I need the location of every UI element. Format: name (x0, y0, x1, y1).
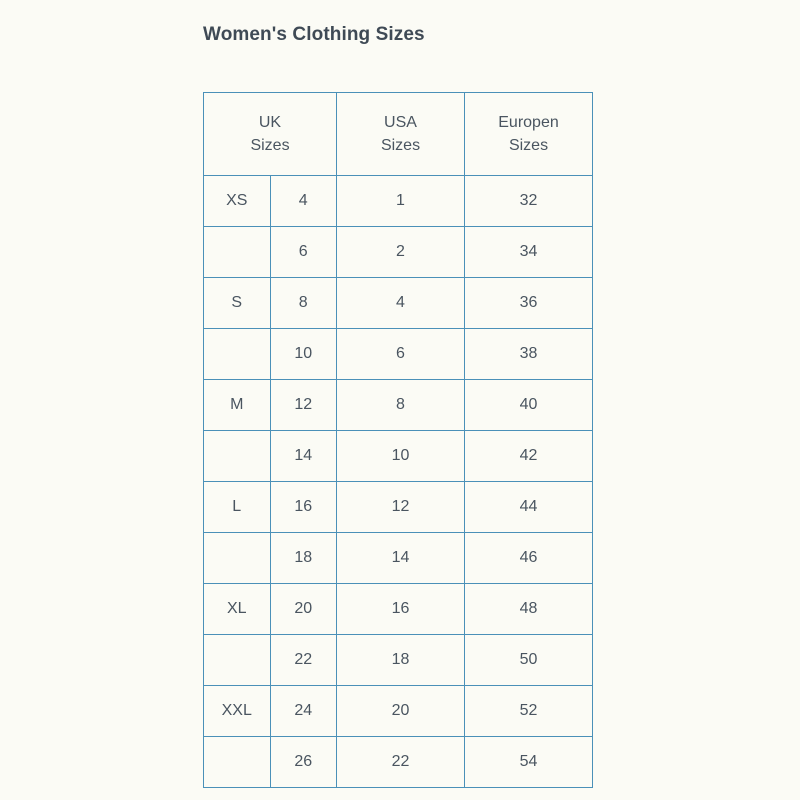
cell-uk-size: 18 (270, 533, 337, 584)
column-header-usa-line1: USA (384, 113, 417, 131)
cell-size-label (204, 227, 271, 278)
table-row (204, 176, 593, 227)
table-row (204, 329, 593, 380)
table-row (204, 278, 593, 329)
cell-uk-size: 8 (270, 278, 337, 329)
cell-europe-size: 42 (465, 431, 593, 482)
cell-europe-size: 36 (465, 278, 593, 329)
size-chart-table (203, 92, 593, 788)
cell-uk-size: 20 (270, 584, 337, 635)
cell-usa-size: 1 (337, 176, 465, 227)
cell-usa-size: 8 (337, 380, 465, 431)
cell-europe-size: 48 (465, 584, 593, 635)
cell-usa-size: 2 (337, 227, 465, 278)
cell-uk-size: 22 (270, 635, 337, 686)
cell-uk-size: 4 (270, 176, 337, 227)
cell-size-label (204, 737, 271, 788)
cell-uk-size: 12 (270, 380, 337, 431)
cell-usa-size: 12 (337, 482, 465, 533)
cell-usa-size: 22 (337, 737, 465, 788)
cell-uk-size: 26 (270, 737, 337, 788)
cell-uk-size: 6 (270, 227, 337, 278)
cell-size-label: M (204, 380, 271, 431)
table-header-row (204, 93, 593, 176)
cell-usa-size: 16 (337, 584, 465, 635)
cell-size-label: XL (204, 584, 271, 635)
table-row (204, 533, 593, 584)
cell-europe-size: 32 (465, 176, 593, 227)
cell-usa-size: 4 (337, 278, 465, 329)
table-row (204, 227, 593, 278)
page-title: Women's Clothing Sizes (203, 24, 425, 45)
cell-uk-size: 10 (270, 329, 337, 380)
table-row (204, 686, 593, 737)
cell-europe-size: 34 (465, 227, 593, 278)
cell-europe-size: 44 (465, 482, 593, 533)
column-header-europe-line1: Europen (498, 113, 559, 131)
table-row (204, 584, 593, 635)
cell-uk-size: 24 (270, 686, 337, 737)
cell-size-label: XS (204, 176, 271, 227)
cell-uk-size: 14 (270, 431, 337, 482)
cell-usa-size: 14 (337, 533, 465, 584)
cell-europe-size: 46 (465, 533, 593, 584)
cell-size-label (204, 431, 271, 482)
cell-size-label: XXL (204, 686, 271, 737)
table-row (204, 737, 593, 788)
size-chart-table-wrap (203, 92, 593, 788)
cell-size-label (204, 329, 271, 380)
column-header-uk-line1: UK (258, 113, 282, 131)
cell-usa-size: 6 (337, 329, 465, 380)
cell-europe-size: 38 (465, 329, 593, 380)
table-row (204, 635, 593, 686)
cell-usa-size: 10 (337, 431, 465, 482)
cell-size-label (204, 533, 271, 584)
column-header-usa (337, 93, 465, 176)
table-row (204, 482, 593, 533)
cell-uk-size: 16 (270, 482, 337, 533)
cell-size-label (204, 635, 271, 686)
table-row (204, 431, 593, 482)
table-head (204, 93, 593, 176)
cell-usa-size: 20 (337, 686, 465, 737)
cell-europe-size: 54 (465, 737, 593, 788)
cell-size-label: S (204, 278, 271, 329)
column-header-europe-line2: Sizes (508, 137, 549, 154)
column-header-uk (204, 93, 337, 176)
cell-europe-size: 50 (465, 635, 593, 686)
column-header-usa-line2: Sizes (380, 137, 421, 154)
cell-usa-size: 18 (337, 635, 465, 686)
column-header-uk-line2: Sizes (250, 137, 290, 154)
cell-europe-size: 40 (465, 380, 593, 431)
table-row (204, 380, 593, 431)
cell-size-label: L (204, 482, 271, 533)
table-body (204, 176, 593, 788)
cell-europe-size: 52 (465, 686, 593, 737)
column-header-europe (465, 93, 593, 176)
